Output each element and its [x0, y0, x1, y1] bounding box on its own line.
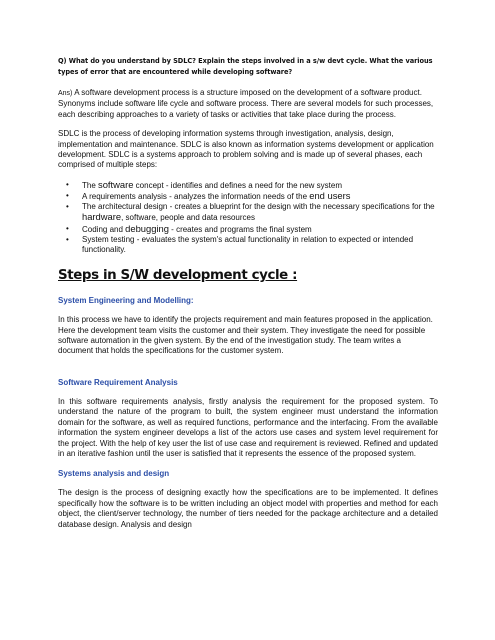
subsection-text-system-engineering: In this process we have to identify the projects requirement and main features proposed in the application. Here the development team visits the customer and their system. They investigate the need for possible software automation in the given system. By the end of the investigation study. The team writes a document that holds the specifications for the customer system.: [58, 315, 433, 356]
answer-text: A software development process is a structure imposed on the development of a software product. Synonyms include software life cycle and software process. There are several models for such processes, each describing approaches to a variety of tasks or activities that take place during the process.: [58, 88, 434, 119]
bullet-icon: •: [66, 202, 69, 212]
bullet-icon: •: [66, 223, 69, 233]
subsection-heading-requirement-analysis: Software Requirement Analysis: [58, 377, 178, 387]
subsection-text-requirement-analysis: In this software requirements analysis, firstly analysis the requirement for the proposed system. To understand the nature of the program to built, the system engineer must understand the information domain for the software, as well as required functions, performance and the interfacing. From the available information the system engineer develops a list of the actors use cases and system level requirement for the project. With the help of key user the list of use case and requirement is reviewed. Refined and updated in an iterative fashion until the user is satisfied that it represents the essence of the proposed system.: [58, 396, 438, 458]
list-item: • System testing - evaluates the system's actual functionality in relation to expected or intended functionality.: [66, 234, 414, 255]
list-item: • The architectural design - creates a blueprint for the design with the necessary specifications for the hardware, software, people and data resources: [66, 202, 435, 223]
bullet-icon: •: [66, 191, 69, 201]
list-item: • A requirements analysis - analyzes the information needs of the end users: [66, 190, 351, 202]
sdlc-paragraph: SDLC is the process of developing information systems through investigation, analysis, design, implementation and maintenance. SDLC is also known as information systems development or application development. SDLC is a systems approach to problem solving and is made up of several phases, each comprised of multiple steps:: [58, 129, 434, 170]
answer-paragraph: [58, 88, 438, 120]
bullet-icon: •: [66, 179, 69, 189]
question-heading: Q) What do you understand by SDLC? Explain the steps involved in a s/w devt cycle. What the various types of error that are encountered while developing software?: [58, 57, 433, 76]
subsection-text-analysis-design: The design is the process of designing exactly how the specifications are to be implemented. It defines specifically how the software is to be written including an object model with properties and method for each object, the client/server technology, the number of tiers needed for the package architecture and a detailed database design. Analysis and design: [58, 488, 438, 529]
list-item: • The software concept - identifies and defines a need for the new system: [66, 178, 343, 190]
bullet-icon: •: [66, 234, 69, 244]
steps-list: [58, 180, 438, 255]
section-title: Steps in S/W development cycle :: [58, 268, 298, 284]
subsection-heading-analysis-design: Systems analysis and design: [58, 469, 170, 479]
answer-label: Ans): [58, 90, 73, 97]
subsection-heading-system-engineering: System Engineering and Modelling:: [58, 296, 194, 306]
document-page: [58, 56, 438, 539]
list-item: • Coding and debugging - creates and programs the final system: [66, 222, 312, 234]
